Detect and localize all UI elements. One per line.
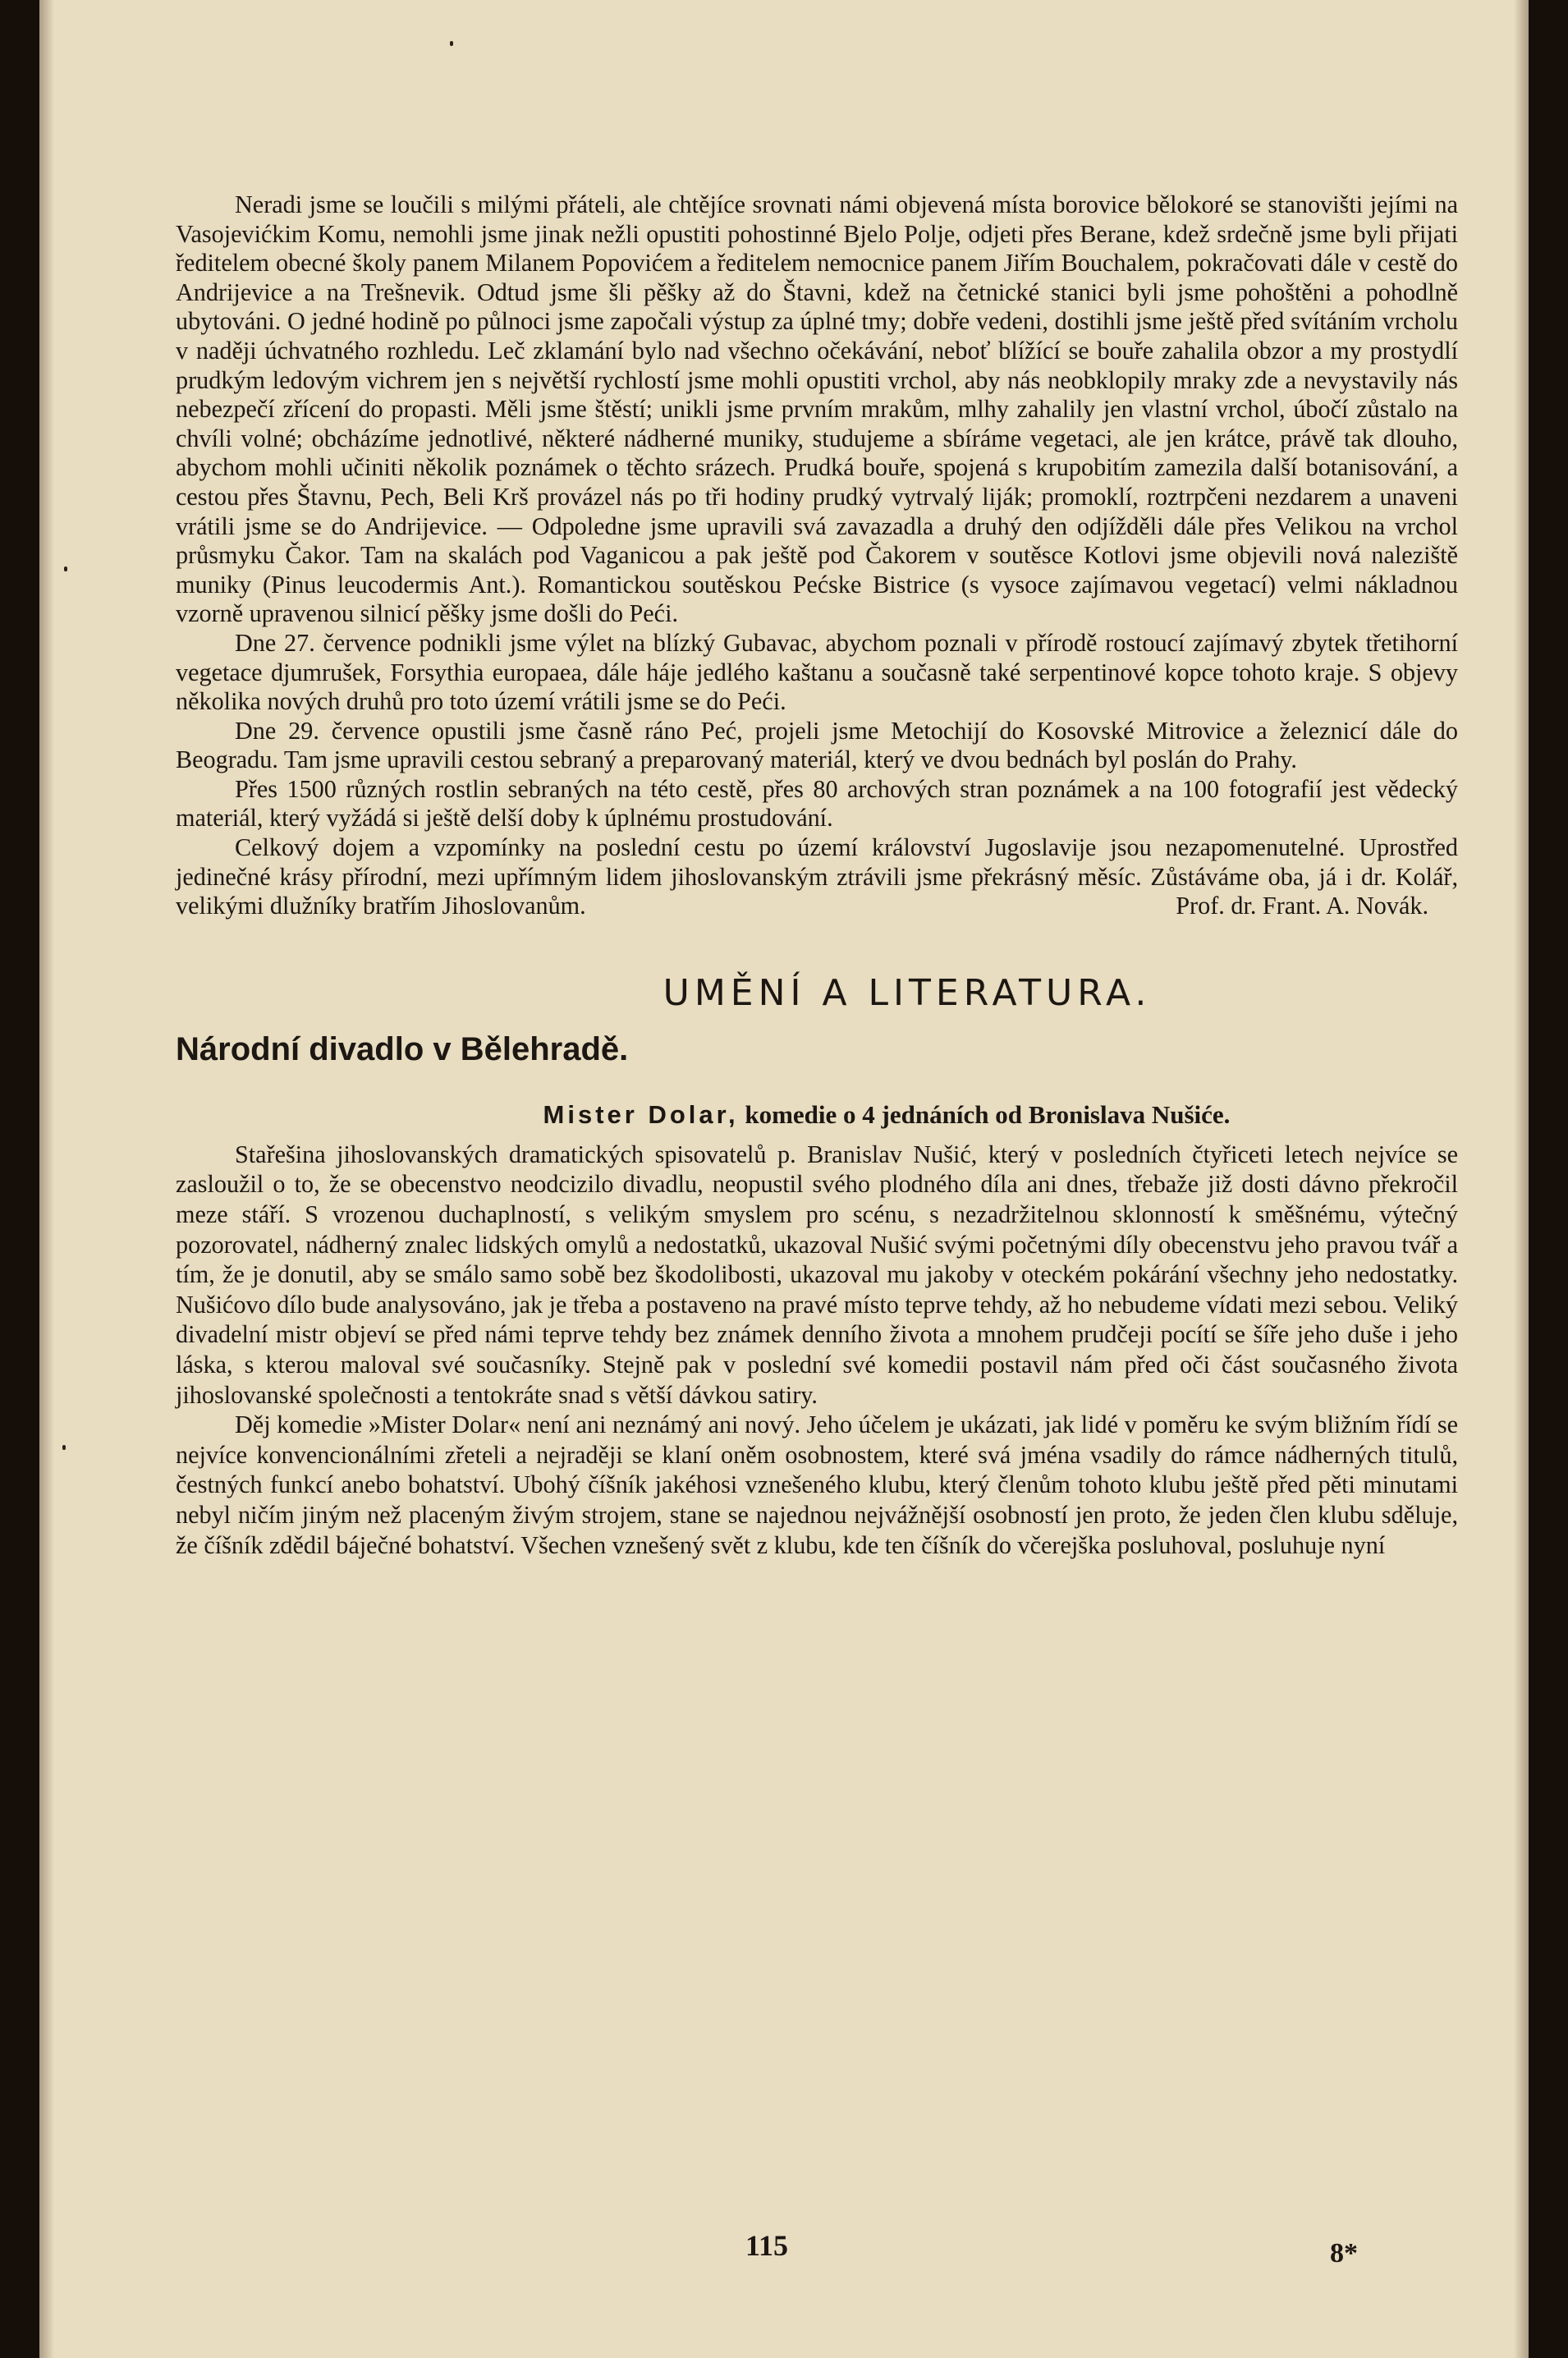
paragraph: Dne 27. července podnikli jsme výlet na blízký Gubavac, abychom poznali v přírodě rostoucí zajímavý zbytek třetihorní vegetace djumrušek, Forsythia europaea, dále háje jedlého kaštanu a současně také serpentinové kopce tohoto kraje. S objevy několika nových druhů pro toto území vrátili jsme se do Peći. [176, 628, 1458, 716]
section-heading: UMĚNÍ A LITERATURA. [663, 971, 1152, 1014]
article-body [176, 1140, 1458, 1560]
paragraph: Dne 29. července opustili jsme časně ráno Peć, projeli jsme Metochijí do Kosovské Mitrovice a železnicí dále do Beogradu. Tam jsme upravili cestou sebraný a preparovaný materiál, který ve dvou bednách byl poslán do Prahy. [176, 716, 1458, 774]
scan-speck [62, 1445, 66, 1450]
scan-speck [64, 567, 67, 571]
book-page [39, 0, 1529, 2358]
play-title: Mister Dolar, [543, 1099, 739, 1129]
page-content [176, 190, 1458, 1560]
article-title: Národní divadlo v Bělehradě. [176, 1030, 629, 1067]
article-travel-report [176, 190, 1458, 921]
scan-speck [450, 41, 453, 46]
author-signature: Prof. dr. Frant. A. Novák. [1176, 892, 1428, 920]
page-number: 115 [745, 2229, 789, 2262]
scan-border-right [1529, 0, 1568, 2358]
paragraph: Stařešina jihoslovanských dramatických spisovatelů p. Branislav Nušić, který v posledních čtyřiceti letech nejvíce se zasloužil o to, že se obecenstvo neodcizilo divadlu, neopustil svého plodného díla ani dnes, třebaže již dosti dávno překročil meze stáří. S vrozenou duchaplností, s velikým smyslem pro scénu, s nezadržitelnou sklonností k směšnému, výtečný pozorovatel, nádherný znalec lidských omylů a nedostatků, ukazoval Nušić svými početnými díly obecenstvu jeho pravou tvář a tím, že je donutil, aby se smálo samo sobě bez škodolibosti, ukazoval mu jakoby v oteckém pokárání všechny jeho nedostatky. Nušićovo dílo bude analysováno, jak je třeba a postaveno na pravé místo teprve tehdy, až ho nebudeme vídati mezi sebou. Veliký divadelní mistr objeví se před námi teprve tehdy bez známek denního života a mnohem prudčeji pocítí se šíře jeho duše i jeho láska, s kterou maloval své současníky. Stejně pak v poslední své komedii postavil nám před oči část současného života jihoslovanské společnosti a tentokráte snad s větší dávkou satiry. [176, 1140, 1458, 1409]
printer-signature-mark: 8* [1330, 2238, 1358, 2269]
article-theatre [176, 1030, 1458, 1560]
paragraph: Přes 1500 různých rostlin sebraných na této cestě, přes 80 archových stran poznámek a na 100 fotografií jest vědecký materiál, který vyžádá si ještě delší doby k úplnému prostudování. [176, 774, 1458, 833]
paragraph: Neradi jsme se loučili s milými přáteli, ale chtějíce srovnati námi objevená místa borovice bělokoré se stanovišti jejími na Vasojevićkim Komu, nemohli jsme jinak nežli opustiti pohostinné Bjelo Polje, odjeti přes Berane, kdež srdečně jsme byli přijati ředitelem obecné školy panem Milanem Popovićem a ředitelem nemocnice panem Jiřím Bouchalem, pokračovati dále v cestě do Andrijevice a na Trešnevik. Odtud jsme šli pěšky až do Štavni, kdež na četnické stanici byli jsme pohoštěni a pohodlně ubytováni. O jedné hodině po půlnoci jsme započali výstup za úplné tmy; dobře vedeni, dostihli jsme ještě před svítáním vrcholu v naději úchvatného rozhledu. Leč zklamání bylo nad všechno očekávání, neboť blížící se bouře zahalila obzor a my prostydlí prudkým ledovým vichrem jen s největší rychlostí jsme mohli opustiti vrchol, aby nás neobklopily mraky zde a nevystavily nás nebezpečí zřícení do propasti. Měli jsme štěstí; unikli jsme prvním mrakům, mlhy zahalily jen vlastní vrchol, úbočí zůstalo na chvíli volné; obcházíme jednotlivé, některé nádherné muniky, studujeme a sbíráme vegetaci, ale jen krátce, právě tak dlouho, abychom mohli učiniti několik poznámek o těchto srázech. Prudká bouře, spojená s krupobitím zamezila další botanisování, a cestou přes Štavnu, Pech, Beli Krš provázel nás po tři hodiny prudký vytrvalý liják; promoklí, roztrpčeni nezdarem a unaveni vrátili jsme se do Andrijevice. — Odpoledne jsme upravili svá zavazadla a druhý den odjížděli dále přes Velikou na vrchol průsmyku Čakor. Tam na skalách pod Vaganicou a pak ještě pod Čakorem v soutěsce Kotlovi jsme objevili nová naleziště muniky (Pinus leucodermis Ant.). Romantickou soutěskou Pećske Bistrice (s vysoce zajímavou vegetací) velmi nákladnou vzorně upravenou silnicí pěšky jsme došli do Peći. [176, 190, 1458, 628]
paragraph: Děj komedie »Mister Dolar« není ani neznámý ani nový. Jeho účelem je ukázati, jak lidé v poměru ke svým bližním řídí se nejvíce konvencionálními zřeteli a nejraději se klaní oněm osobnostem, které svá jména vsadily do rámce nádherných titulů, čestných funkcí anebo bohatství. Ubohý číšník jakéhosi vznešeného klubu, který členům tohoto klubu ještě před pěti minutami nebyl ničím jiným než placeným živým strojem, stane se najednou nejvážnější osobností jen proto, že jeden člen klubu sděluje, že číšník zdědil báječné bohatství. Všechen vznešený svět z klubu, kde ten číšník do včerejška posluhoval, posluhuje nyní [176, 1411, 1458, 1559]
paragraph: Celkový dojem a vzpomínky na poslední cestu po území království Jugoslavije jsou nezapomenutelné. Uprostřed jedinečné krásy přírodní, mezi upřímným lidem jihoslovanským ztrávili jsme překrásný měsíc. Zůstáváme oba, já i dr. Kolář, velikými dlužníky bratřím Jihoslovanům. [176, 833, 1458, 920]
scan-border-left [0, 0, 39, 2358]
play-description: komedie o 4 jednáních od Bronislava Nušiće. [738, 1099, 1231, 1129]
article-subtitle [176, 1099, 1458, 1131]
